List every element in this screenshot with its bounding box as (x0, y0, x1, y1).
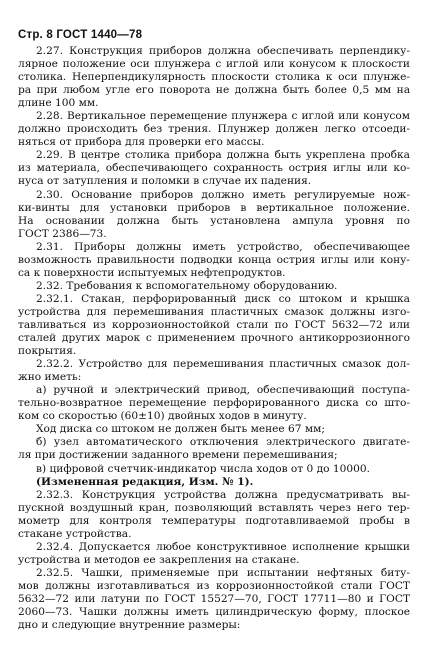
body-text (18, 45, 410, 632)
text-line: жно иметь: (18, 371, 82, 384)
text-line: 2.31. Приборы должны иметь устройство, обеспечивающее (36, 240, 410, 253)
page-header: Стр. 8 ГОСТ 1440—78 (18, 29, 143, 41)
text-line: ком со скоростью (60±10) двойных ходов в минуту. (18, 410, 307, 423)
text-line: длине 100 мм. (18, 97, 99, 110)
text-line: устройства для перемешивания пластичных смазок должны изго- (18, 305, 410, 318)
text-line: 2.32.5. Чашки, применяемые при испытании нефтяных биту- (36, 566, 410, 579)
text-line: 2.29. В центре столика прибора должна быть укреплена пробка (36, 149, 410, 162)
text-line: возможность правильности подводки конца острия иглы или кону- (18, 253, 410, 266)
text-line: (Измененная редакция, Изм. № 1). (36, 475, 254, 488)
text-line: в) цифровой счетчик-индикатор числа ходов от 0 до 10000. (36, 462, 370, 475)
text-line: тельно-возвратное перемещение перфорированного диска со што- (18, 397, 410, 410)
text-line: а) ручной и электрический привод, обеспечивающий поступа- (36, 384, 410, 397)
text-line: столика. Неперпендикулярность плоскости столика к оси плунже- (18, 71, 410, 84)
text-line: На основании должна быть установлена ампула уровня по (18, 214, 410, 227)
text-line: 2.32.3. Конструкция устройства должна предусматривать вы- (36, 488, 410, 501)
text-line: мометр для контроля температуры подготавливаемой пробы в (18, 514, 410, 527)
text-line: должно происходить без трения. Плунжер должен легко отсоеди- (18, 123, 410, 136)
text-line: дно и следующие внутренние размеры: (18, 619, 241, 632)
text-line: 2.32.4. Допускается любое конструктивное исполнение крышки (36, 540, 410, 553)
text-line: из материала, обеспечивающего сохранность острия иглы или ко- (18, 162, 410, 175)
text-line: стакане устройства. (18, 527, 132, 540)
text-line: сталей других марок с применением прочного антикоррозионного (18, 332, 410, 345)
text-line: са к поверхности испытуемых нефтепродуктов. (18, 266, 286, 279)
text-line: пускной воздушный кран, позволяющий вставлять через него тер- (18, 501, 410, 514)
text-line: ки-винты для установки приборов в вертикальное положение. (18, 201, 410, 214)
text-line: 5632—72 или латуни по ГОСТ 15527—70, ГОСТ 17711—80 и ГОСТ (18, 592, 410, 605)
text-line: 2.32.1. Стакан, перфорированный диск со штоком и крышка (36, 292, 410, 305)
text-line: ля при достижении заданного времени перемешивания; (18, 449, 338, 462)
text-line: 2.32. Требования к вспомогательному оборудованию. (36, 279, 338, 292)
text-line: мов должны изготавливаться из коррозионностойкой стали ГОСТ (18, 579, 410, 592)
text-line: 2.30. Основание приборов должно иметь регулируемые нож- (36, 188, 410, 201)
text-line: 2.27. Конструкция приборов должна обеспечивать перпендику- (36, 45, 410, 57)
text-line: нуса от затупления и поломки в случае их падения. (18, 175, 312, 188)
text-line: тавливаться из коррозионностойкой стали по ГОСТ 5632—72 или (18, 318, 410, 331)
text-line: 2060—73. Чашки должны иметь цилиндрическую форму, плоское (18, 606, 410, 619)
text-line: устройства и методов ее закрепления на стакане. (18, 553, 300, 566)
text-line: няться от прибора для проверки его массы. (18, 136, 265, 149)
text-line: 2.32.2. Устройство для перемешивания пластичных смазок дол- (36, 358, 410, 371)
text-line: ГОСТ 2386—73. (18, 227, 107, 240)
text-line: б) узел автоматического отключения электрического двигате- (36, 436, 410, 449)
text-line: лярное положение оси плунжера с иглой или конусом к плоскости (18, 58, 410, 71)
text-line: покрытия. (18, 345, 77, 358)
text-line: ра при любом угле его поворота не должна быть более 0,5 мм на (18, 84, 410, 97)
text-line: 2.28. Вертикальное перемещение плунжера с иглой или конусом (36, 110, 410, 123)
text-line: Ход диска со штоком не должен быть менее 67 мм; (36, 423, 325, 436)
